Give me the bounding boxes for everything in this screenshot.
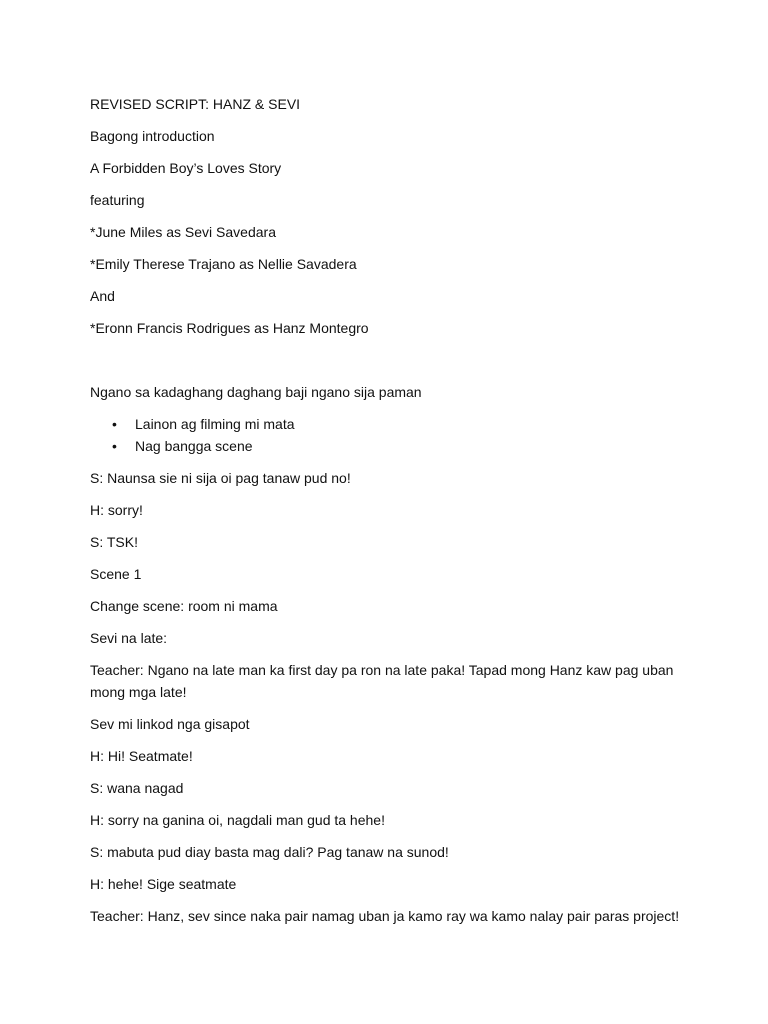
dialogue-line: S: Naunsa sie ni sija oi pag tanaw pud no!: [90, 470, 351, 486]
blank-line: [90, 349, 680, 381]
scene-heading: Scene 1: [90, 566, 142, 582]
dialogue-line: H: sorry na ganina oi, nagdali man gud ta hehe!: [90, 812, 385, 828]
cast-line: *Eronn Francis Rodrigues as Hanz Montegro: [90, 320, 369, 336]
list-item: [90, 435, 680, 457]
cast-line: *June Miles as Sevi Savedara: [90, 224, 276, 240]
document-title: REVISED SCRIPT: HANZ & SEVI: [90, 96, 301, 112]
dialogue-line: H: hehe! Sige seatmate: [90, 876, 237, 892]
paragraph: A Forbidden Boy’s Loves Story: [90, 160, 282, 176]
paragraph: And: [90, 288, 115, 304]
dialogue-line: H: Hi! Seatmate!: [90, 748, 193, 764]
list-item: [90, 413, 680, 435]
document-body: [90, 93, 680, 937]
dialogue-line: S: mabuta pud diay basta mag dali? Pag tanaw na sunod!: [90, 844, 449, 860]
bullet-list: [90, 413, 680, 457]
cast-line: *Emily Therese Trajano as Nellie Savadera: [90, 256, 357, 272]
paragraph: Sevi na late:: [90, 630, 168, 646]
paragraph: Ngano sa kadaghang daghang baji ngano sija paman: [90, 384, 422, 400]
paragraph: Bagong introduction: [90, 128, 215, 144]
dialogue-line: Teacher: Ngano na late man ka first day pa ron na late paka! Tapad mong Hanz kaw pag uban mong mga late!: [90, 662, 678, 700]
dialogue-line: H: sorry!: [90, 502, 143, 518]
dialogue-line: Teacher: Hanz, sev since naka pair namag uban ja kamo ray wa kamo nalay pair paras project!: [90, 908, 680, 924]
dialogue-line: S: wana nagad: [90, 780, 184, 796]
bullet-icon: •: [112, 416, 117, 432]
paragraph: Sev mi linkod nga gisapot: [90, 716, 250, 732]
dialogue-line: S: TSK!: [90, 534, 138, 550]
paragraph: Change scene: room ni mama: [90, 598, 278, 614]
paragraph: featuring: [90, 192, 145, 208]
bullet-icon: •: [112, 438, 117, 454]
list-item-text: Nag bangga scene: [135, 438, 253, 454]
list-item-text: Lainon ag filming mi mata: [135, 416, 295, 432]
